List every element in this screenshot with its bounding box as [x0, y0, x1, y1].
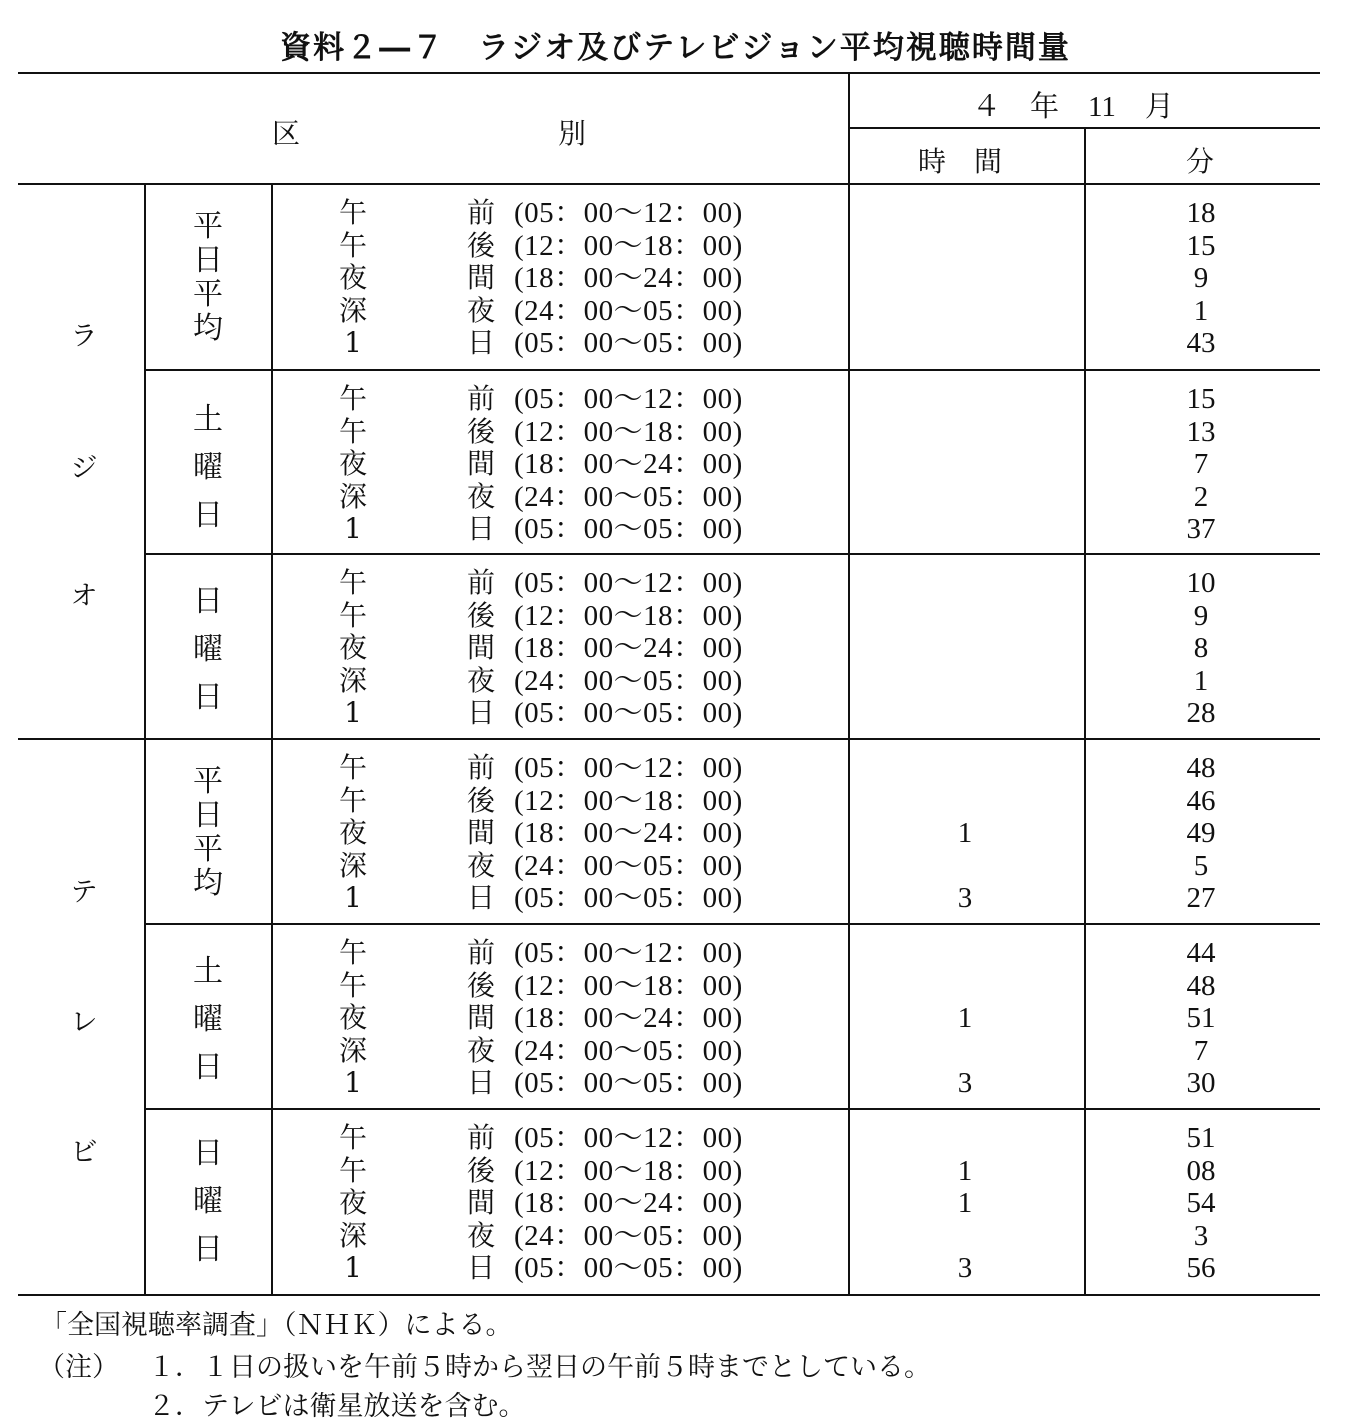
row-period-char-2: 前: [466, 382, 495, 415]
row-time-range: (05：00～05：00): [514, 1252, 743, 1284]
row-period-char-1: 夜: [338, 261, 367, 294]
row-hours: 1: [957, 1002, 973, 1034]
row-time-range: (05：00～12：00): [514, 197, 743, 229]
row-period-char-2: 後: [466, 784, 495, 817]
row-time-range: (24：00～05：00): [514, 481, 743, 513]
row-hours: 1: [957, 1155, 973, 1187]
row-period-char-1: 1: [344, 881, 362, 914]
row-hours: [930, 513, 1000, 545]
row-period-char-1: 午: [338, 1121, 367, 1154]
row-minutes: 48: [1186, 752, 1216, 784]
row-time-range: (05：00～05：00): [514, 697, 743, 729]
row-period-char-1: 1: [344, 326, 362, 359]
row-period-char-1: 1: [344, 1066, 362, 1099]
row-period-char-2: 前: [466, 1121, 495, 1154]
row-time-range: (12：00～18：00): [514, 600, 743, 632]
row-time-range: (05：00～12：00): [514, 752, 743, 784]
row-hours: 1: [957, 817, 973, 849]
row-period-char-2: 後: [466, 1154, 495, 1187]
row-period-char-1: 深: [338, 1219, 367, 1252]
row-time-range: (18：00～24：00): [514, 1187, 743, 1219]
row-hours: [930, 600, 1000, 632]
row-hours: 3: [957, 882, 973, 914]
row-time-range: (18：00～24：00): [514, 1002, 743, 1034]
row-period-char-2: 日: [466, 326, 495, 359]
row-time-range: (05：00～05：00): [514, 1067, 743, 1099]
row-minutes: 27: [1186, 882, 1216, 914]
row-period-char-2: 前: [466, 196, 495, 229]
row-period-char-2: 日: [466, 1066, 495, 1099]
row-period-char-2: 間: [466, 631, 495, 664]
row-minutes: 13: [1186, 416, 1216, 448]
row-hours: [930, 937, 1000, 969]
row-minutes: 30: [1186, 1067, 1216, 1099]
row-minutes: 54: [1186, 1187, 1216, 1219]
row-period-char-2: 前: [466, 566, 495, 599]
row-minutes: 28: [1186, 697, 1216, 729]
group-label-char: 日: [193, 1136, 223, 1171]
group-label-char: 日: [193, 243, 223, 278]
row-period-char-1: 1: [344, 696, 362, 729]
row-minutes: 46: [1186, 785, 1216, 817]
row-period-char-1: 夜: [338, 1001, 367, 1034]
row-hours: [930, 197, 1000, 229]
row-period-char-1: 1: [344, 512, 362, 545]
row-period-char-2: 夜: [466, 849, 495, 882]
row-period-char-1: 午: [338, 599, 367, 632]
group-label-char: 日: [193, 798, 223, 833]
row-minutes: 43: [1186, 327, 1216, 359]
group-label-sunday: [186, 1130, 230, 1274]
group-label-char: 日: [193, 680, 223, 715]
header-minutes: 分: [1186, 145, 1215, 178]
row-time-range: (18：00～24：00): [514, 262, 743, 294]
media-label-char: ジ: [70, 453, 98, 484]
row-period-char-2: 夜: [466, 664, 495, 697]
row-period-char-2: 夜: [466, 294, 495, 327]
row-period-char-2: 後: [466, 599, 495, 632]
row-period-char-2: 後: [466, 969, 495, 1002]
row-period-char-2: 前: [466, 936, 495, 969]
row-hours: [930, 448, 1000, 480]
row-time-range: (05：00～12：00): [514, 1122, 743, 1154]
header-period: ４ 年 11 月: [972, 91, 1174, 123]
row-period-char-1: 午: [338, 969, 367, 1002]
note-2: ２．テレビは衛星放送を含む。: [148, 1391, 526, 1422]
row-period-char-2: 前: [466, 751, 495, 784]
row-period-char-1: 夜: [338, 447, 367, 480]
row-period-char-1: 深: [338, 664, 367, 697]
row-minutes: 49: [1186, 817, 1216, 849]
row-time-range: (12：00～18：00): [514, 970, 743, 1002]
row-minutes: 15: [1186, 383, 1216, 415]
group-label-char: 日: [193, 584, 223, 619]
row-hours: [930, 327, 1000, 359]
group-label-char: 均: [193, 311, 223, 346]
row-hours: 3: [957, 1252, 973, 1284]
row-period-char-2: 日: [466, 1251, 495, 1284]
row-period-char-1: 午: [338, 936, 367, 969]
row-time-range: (05：00～12：00): [514, 383, 743, 415]
row-period-char-2: 日: [466, 881, 495, 914]
media-label-char: ビ: [70, 1137, 98, 1168]
row-hours: [930, 295, 1000, 327]
group-label-char: 土: [193, 402, 223, 437]
row-time-range: (12：00～18：00): [514, 785, 743, 817]
row-period-char-1: 夜: [338, 1186, 367, 1219]
row-hours: [930, 1035, 1000, 1067]
row-minutes: 51: [1186, 1122, 1216, 1154]
row-period-char-2: 間: [466, 261, 495, 294]
row-minutes: 9: [1193, 600, 1209, 632]
row-period-char-1: 深: [338, 480, 367, 513]
row-minutes: 37: [1186, 513, 1216, 545]
group-label-weekday: [186, 210, 230, 346]
media-label-char: ラ: [70, 321, 98, 352]
row-minutes: 5: [1193, 850, 1209, 882]
row-hours: 3: [957, 1067, 973, 1099]
group-label-char: 曜: [193, 632, 223, 667]
row-minutes: 10: [1186, 567, 1216, 599]
header-betsu: 別: [558, 117, 587, 150]
row-minutes: 1: [1193, 295, 1209, 327]
row-minutes: 7: [1193, 448, 1209, 480]
row-time-range: (12：00～18：00): [514, 230, 743, 262]
table-top-rule: [18, 72, 1320, 74]
document-title: 資料２―７ ラジオ及びテレビジョン平均視聴時間量: [280, 30, 1071, 66]
row-hours: [930, 1122, 1000, 1154]
row-hours: [930, 1220, 1000, 1252]
row-time-range: (05：00～05：00): [514, 882, 743, 914]
row-period-char-1: 午: [338, 415, 367, 448]
table-bottom-rule: [18, 1294, 1320, 1296]
row-period-char-1: 午: [338, 784, 367, 817]
note-1: １．１日の扱いを午前５時から翌日の午前５時までとしている。: [148, 1352, 931, 1383]
row-hours: [930, 416, 1000, 448]
row-hours: [930, 632, 1000, 664]
row-hours: [930, 383, 1000, 415]
group-label-char: 土: [193, 954, 223, 989]
row-time-range: (05：00～05：00): [514, 513, 743, 545]
media-sep-radio-tv: [18, 738, 1320, 740]
row-hours: [930, 481, 1000, 513]
group-label-weekday: [186, 765, 230, 901]
row-minutes: 51: [1186, 1002, 1216, 1034]
row-period-char-1: 深: [338, 1034, 367, 1067]
group-sep-tv-1: [144, 923, 1320, 925]
row-period-char-1: 午: [338, 1154, 367, 1187]
row-period-char-1: 1: [344, 1251, 362, 1284]
group-label-char: 均: [193, 866, 223, 901]
source-note: 「全国視聴率調査」（ＮＨＫ）による。: [40, 1310, 513, 1341]
row-time-range: (12：00～18：00): [514, 1155, 743, 1187]
row-period-char-1: 夜: [338, 816, 367, 849]
row-period-char-1: 午: [338, 566, 367, 599]
group-label-char: 平: [193, 277, 223, 312]
row-period-char-1: 午: [338, 229, 367, 262]
group-label-char: 日: [193, 1050, 223, 1085]
row-minutes: 8: [1193, 632, 1209, 664]
group-sep-radio-1: [144, 369, 1320, 371]
row-hours: [930, 752, 1000, 784]
row-period-char-2: 日: [466, 512, 495, 545]
row-hours: [930, 785, 1000, 817]
row-period-char-2: 夜: [466, 1219, 495, 1252]
group-label-char: 平: [193, 209, 223, 244]
row-time-range: (24：00～05：00): [514, 1220, 743, 1252]
row-hours: 1: [957, 1187, 973, 1219]
header-kubun: 区: [272, 117, 301, 150]
row-minutes: 48: [1186, 970, 1216, 1002]
header-hours: 時 間: [918, 145, 1003, 178]
group-label-char: 曜: [193, 1002, 223, 1037]
row-hours: [930, 567, 1000, 599]
group-label-char: 平: [193, 764, 223, 799]
row-period-char-1: 午: [338, 196, 367, 229]
row-period-char-2: 間: [466, 1001, 495, 1034]
group-label-char: 平: [193, 832, 223, 867]
group-label-char: 曜: [193, 1184, 223, 1219]
group-label-sunday: [186, 578, 230, 722]
row-time-range: (18：00～24：00): [514, 448, 743, 480]
row-hours: [930, 850, 1000, 882]
row-minutes: 56: [1186, 1252, 1216, 1284]
row-period-char-2: 夜: [466, 1034, 495, 1067]
row-hours: [930, 970, 1000, 1002]
row-period-char-2: 間: [466, 816, 495, 849]
group-label-saturday: [186, 948, 230, 1092]
group-label-char: 日: [193, 1232, 223, 1267]
row-hours: [930, 665, 1000, 697]
group-label-char: 日: [193, 498, 223, 533]
row-time-range: (24：00～05：00): [514, 665, 743, 697]
media-label-char: レ: [70, 1007, 98, 1038]
media-label-char: テ: [70, 877, 98, 908]
row-minutes: 44: [1186, 937, 1216, 969]
row-hours: [930, 262, 1000, 294]
group-label-char: 曜: [193, 450, 223, 485]
row-period-char-2: 間: [466, 1186, 495, 1219]
note-label: （注）: [38, 1352, 119, 1383]
row-hours: [930, 697, 1000, 729]
row-time-range: (18：00～24：00): [514, 632, 743, 664]
row-time-range: (24：00～05：00): [514, 850, 743, 882]
row-period-char-1: 深: [338, 849, 367, 882]
row-minutes: 3: [1193, 1220, 1209, 1252]
row-period-char-2: 後: [466, 415, 495, 448]
media-label-char: オ: [70, 581, 98, 612]
row-hours: [930, 230, 1000, 262]
row-time-range: (18：00～24：00): [514, 817, 743, 849]
row-period-char-2: 夜: [466, 480, 495, 513]
header-divider-data: [848, 72, 850, 1295]
row-period-char-2: 後: [466, 229, 495, 262]
row-period-char-1: 午: [338, 382, 367, 415]
row-period-char-2: 日: [466, 696, 495, 729]
row-time-range: (24：00～05：00): [514, 1035, 743, 1067]
group-sep-radio-2: [144, 553, 1320, 555]
row-minutes: 08: [1186, 1155, 1216, 1187]
row-period-char-1: 深: [338, 294, 367, 327]
row-minutes: 15: [1186, 230, 1216, 262]
row-minutes: 1: [1193, 665, 1209, 697]
row-period-char-1: 夜: [338, 631, 367, 664]
row-time-range: (24：00～05：00): [514, 295, 743, 327]
group-label-saturday: [186, 396, 230, 540]
row-minutes: 9: [1193, 262, 1209, 294]
row-minutes: 18: [1186, 197, 1216, 229]
row-period-char-1: 午: [338, 751, 367, 784]
row-period-char-2: 間: [466, 447, 495, 480]
row-time-range: (05：00～12：00): [514, 937, 743, 969]
header-bottom-rule: [18, 183, 1320, 185]
row-minutes: 2: [1193, 481, 1209, 513]
row-time-range: (12：00～18：00): [514, 416, 743, 448]
header-divider-hours-minutes: [1084, 127, 1086, 1295]
row-minutes: 7: [1193, 1035, 1209, 1067]
row-time-range: (05：00～05：00): [514, 327, 743, 359]
group-sep-tv-2: [144, 1108, 1320, 1110]
row-time-range: (05：00～12：00): [514, 567, 743, 599]
